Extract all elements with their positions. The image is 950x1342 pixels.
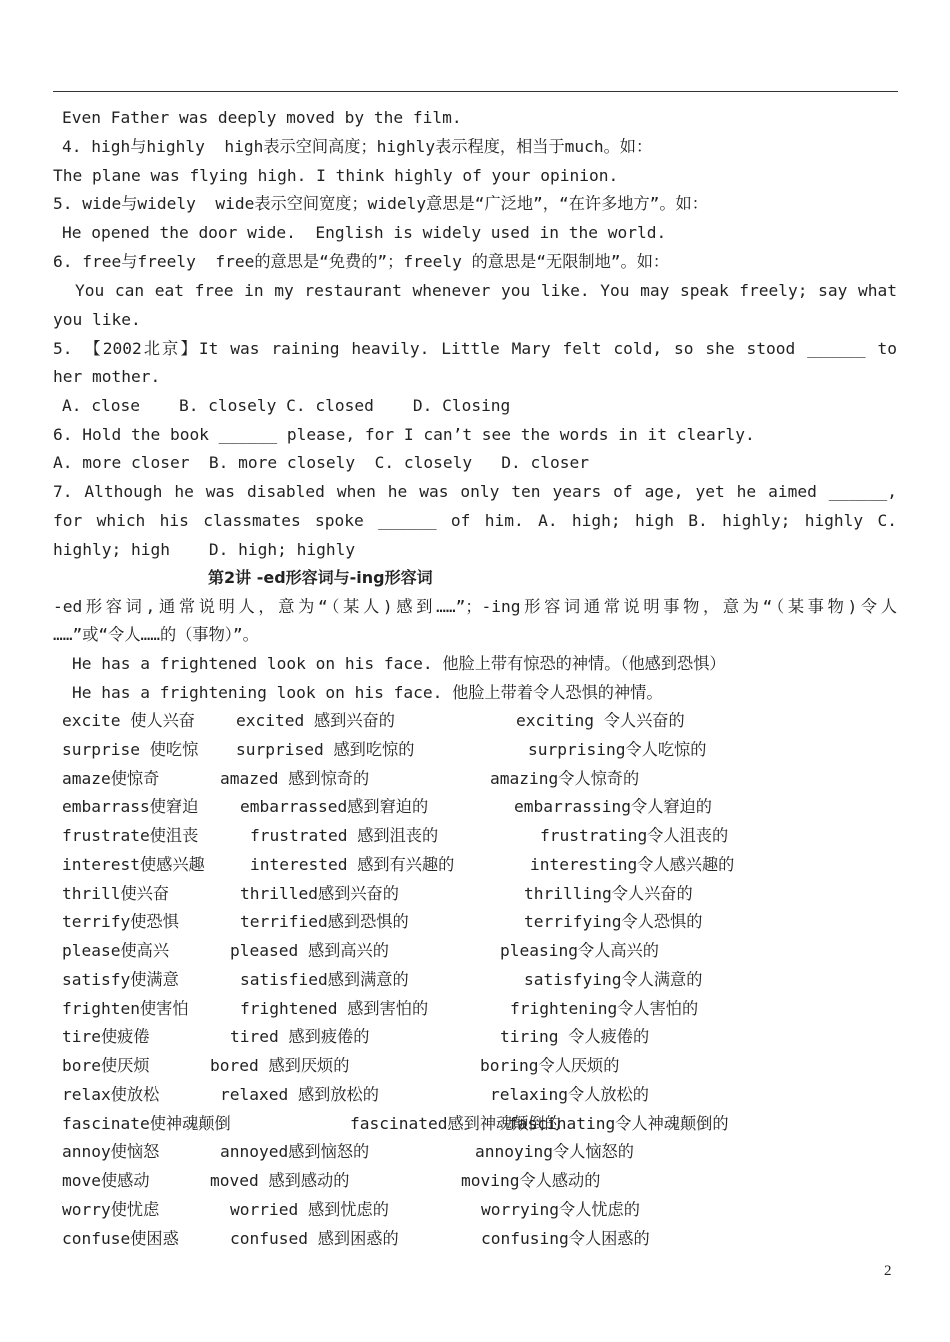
example-sentence: He has a frightened look on his face. 他脸上带有惊恐的神情。（他感到恐惧） xyxy=(72,654,726,673)
vocab-ed-adjective: terrified感到恐惧的 xyxy=(240,912,409,932)
vocab-ing-adjective: satisfying令人满意的 xyxy=(524,969,703,989)
vocab-ed-adjective: worried 感到忧虑的 xyxy=(230,1199,389,1219)
vocab-ing-adjective: frustrating令人沮丧的 xyxy=(540,826,729,845)
vocab-verb: excite 使人兴奋 xyxy=(62,711,195,730)
vocab-verb: move使感动 xyxy=(62,1171,150,1190)
text-line: He opened the door wide. English is widely used in the world. xyxy=(62,223,667,242)
vocab-ed-adjective: frustrated 感到沮丧的 xyxy=(250,826,439,845)
section-intro-cont: ……”或“令人……的（事物）”。 xyxy=(53,625,259,644)
text-line: You can eat free in my restaurant whenever you like. You may speak freely; say what xyxy=(75,281,897,300)
vocab-ing-adjective: pleasing令人高兴的 xyxy=(500,941,659,960)
vocab-ing-adjective: confusing令人困惑的 xyxy=(481,1228,650,1248)
text-line: 4. high与highly high表示空间高度；highly表示程度，相当于much。如： xyxy=(62,137,653,156)
vocab-ed-adjective: excited 感到兴奋的 xyxy=(236,711,395,730)
vocab-verb: surprise 使吃惊 xyxy=(62,739,199,759)
vocab-ing-adjective: embarrassing令人窘迫的 xyxy=(514,797,712,817)
text-line: you like. xyxy=(53,310,141,329)
vocab-verb: amaze使惊奇 xyxy=(62,768,160,788)
vocab-ing-adjective: relaxing令人放松的 xyxy=(490,1084,649,1104)
vocab-ing-adjective: surprising令人吃惊的 xyxy=(528,739,707,759)
vocab-ed-adjective: bored 感到厌烦的 xyxy=(210,1056,350,1075)
vocab-verb: tire使疲倦 xyxy=(62,1027,150,1047)
question-7: 7. Although he was disabled when he was only ten years of age, yet he aimed ______, xyxy=(53,482,897,501)
vocab-ing-adjective: frightening令人害怕的 xyxy=(510,998,699,1018)
header-rule xyxy=(53,91,898,92)
text-line: her mother. xyxy=(53,367,161,386)
vocab-ed-adjective: amazed 感到惊奇的 xyxy=(220,768,370,788)
vocab-verb: fascinate使神魂颠倒 xyxy=(62,1113,231,1133)
question-7-options: for which his classmates spoke ______ of him. A. high; high B. highly; highly C. xyxy=(53,511,897,530)
vocab-verb: thrill使兴奋 xyxy=(62,883,170,903)
vocab-ing-adjective: boring令人厌烦的 xyxy=(480,1056,620,1075)
vocab-ed-adjective: confused 感到困惑的 xyxy=(230,1228,399,1248)
question-7-options-cont: highly; high D. high; highly xyxy=(53,540,356,559)
vocab-verb: terrify使恐惧 xyxy=(62,912,179,932)
vocab-verb: frighten使害怕 xyxy=(62,998,189,1018)
vocab-ed-adjective: satisfied感到满意的 xyxy=(240,969,409,989)
text-line: 6. free与freely free的意思是“免费的”；freely 的意思是“无限制地”。如： xyxy=(53,252,670,271)
vocab-ed-adjective: pleased 感到高兴的 xyxy=(230,941,389,960)
vocab-verb: interest使感兴趣 xyxy=(62,854,205,874)
vocab-ing-adjective: exciting 令人兴奋的 xyxy=(516,711,685,730)
section-intro: -ed形容词,通常说明人，意为“（某人)感到……”；-ing形容词通常说明事物，意为“（某事物)令人 xyxy=(53,597,897,616)
vocab-ing-adjective: interesting令人感兴趣的 xyxy=(530,854,735,874)
vocab-ing-adjective: tiring 令人疲倦的 xyxy=(500,1027,650,1047)
vocab-ed-adjective: embarrassed感到窘迫的 xyxy=(240,797,429,817)
vocab-ing-adjective: thrilling令人兴奋的 xyxy=(524,883,693,903)
vocab-ing-adjective: worrying令人忧虑的 xyxy=(481,1199,640,1219)
text-line: 5. wide与widely wide表示空间宽度；widely意思是“广泛地”，“在许多地方”。如： xyxy=(53,194,708,213)
text-line: The plane was flying high. I think highly of your opinion. xyxy=(53,166,619,185)
section-title: 第2讲 -ed形容词与-ing形容词 xyxy=(208,568,433,587)
vocab-ed-adjective: tired 感到疲倦的 xyxy=(230,1027,370,1047)
vocab-ed-adjective: surprised 感到吃惊的 xyxy=(236,739,415,759)
vocab-verb: please使高兴 xyxy=(62,941,170,960)
vocab-verb: relax使放松 xyxy=(62,1084,160,1104)
question-6-options: A. more closer B. more closely C. closely D. closer xyxy=(53,453,590,472)
vocab-ed-adjective: annoyed感到恼怒的 xyxy=(220,1142,370,1162)
vocab-ing-adjective: amazing令人惊奇的 xyxy=(490,768,640,788)
question-5: 5. 【2002北京】It was raining heavily. Little Mary felt cold, so she stood ______ to xyxy=(53,339,897,358)
question-5-options: A. close B. closely C. closed D. Closing xyxy=(62,396,511,415)
vocab-ing-adjective: moving令人感动的 xyxy=(461,1171,601,1190)
question-6: 6. Hold the book ______ please, for I can’t see the words in it clearly. xyxy=(53,425,755,444)
vocab-verb: worry使忧虑 xyxy=(62,1199,160,1219)
vocab-verb: frustrate使沮丧 xyxy=(62,826,199,845)
vocab-verb: embarrass使窘迫 xyxy=(62,797,199,817)
text-line: Even Father was deeply moved by the film. xyxy=(62,108,462,127)
vocab-ed-adjective: relaxed 感到放松的 xyxy=(220,1084,379,1104)
vocab-ed-adjective: moved 感到感动的 xyxy=(210,1171,350,1190)
vocab-ed-adjective: thrilled感到兴奋的 xyxy=(240,883,399,903)
vocab-ed-adjective: interested 感到有兴趣的 xyxy=(250,854,455,874)
vocab-ed-adjective: frightened 感到害怕的 xyxy=(240,998,429,1018)
vocab-ing-adjective: fascinating令人神魂颠倒的 xyxy=(508,1113,729,1133)
vocab-ed-adjective: fascinated感到神魂颠倒的 xyxy=(350,1113,561,1133)
vocab-ing-adjective: annoying令人恼怒的 xyxy=(475,1142,634,1162)
vocab-verb: satisfy使满意 xyxy=(62,969,179,989)
vocab-verb: confuse使困惑 xyxy=(62,1228,179,1248)
example-sentence: He has a frightening look on his face. 他脸上带着令人恐惧的神情。 xyxy=(72,683,663,702)
page-number: 2 xyxy=(884,1263,892,1279)
vocab-verb: bore使厌烦 xyxy=(62,1056,150,1075)
vocab-verb: annoy使恼怒 xyxy=(62,1142,160,1162)
vocab-ing-adjective: terrifying令人恐惧的 xyxy=(524,912,703,932)
